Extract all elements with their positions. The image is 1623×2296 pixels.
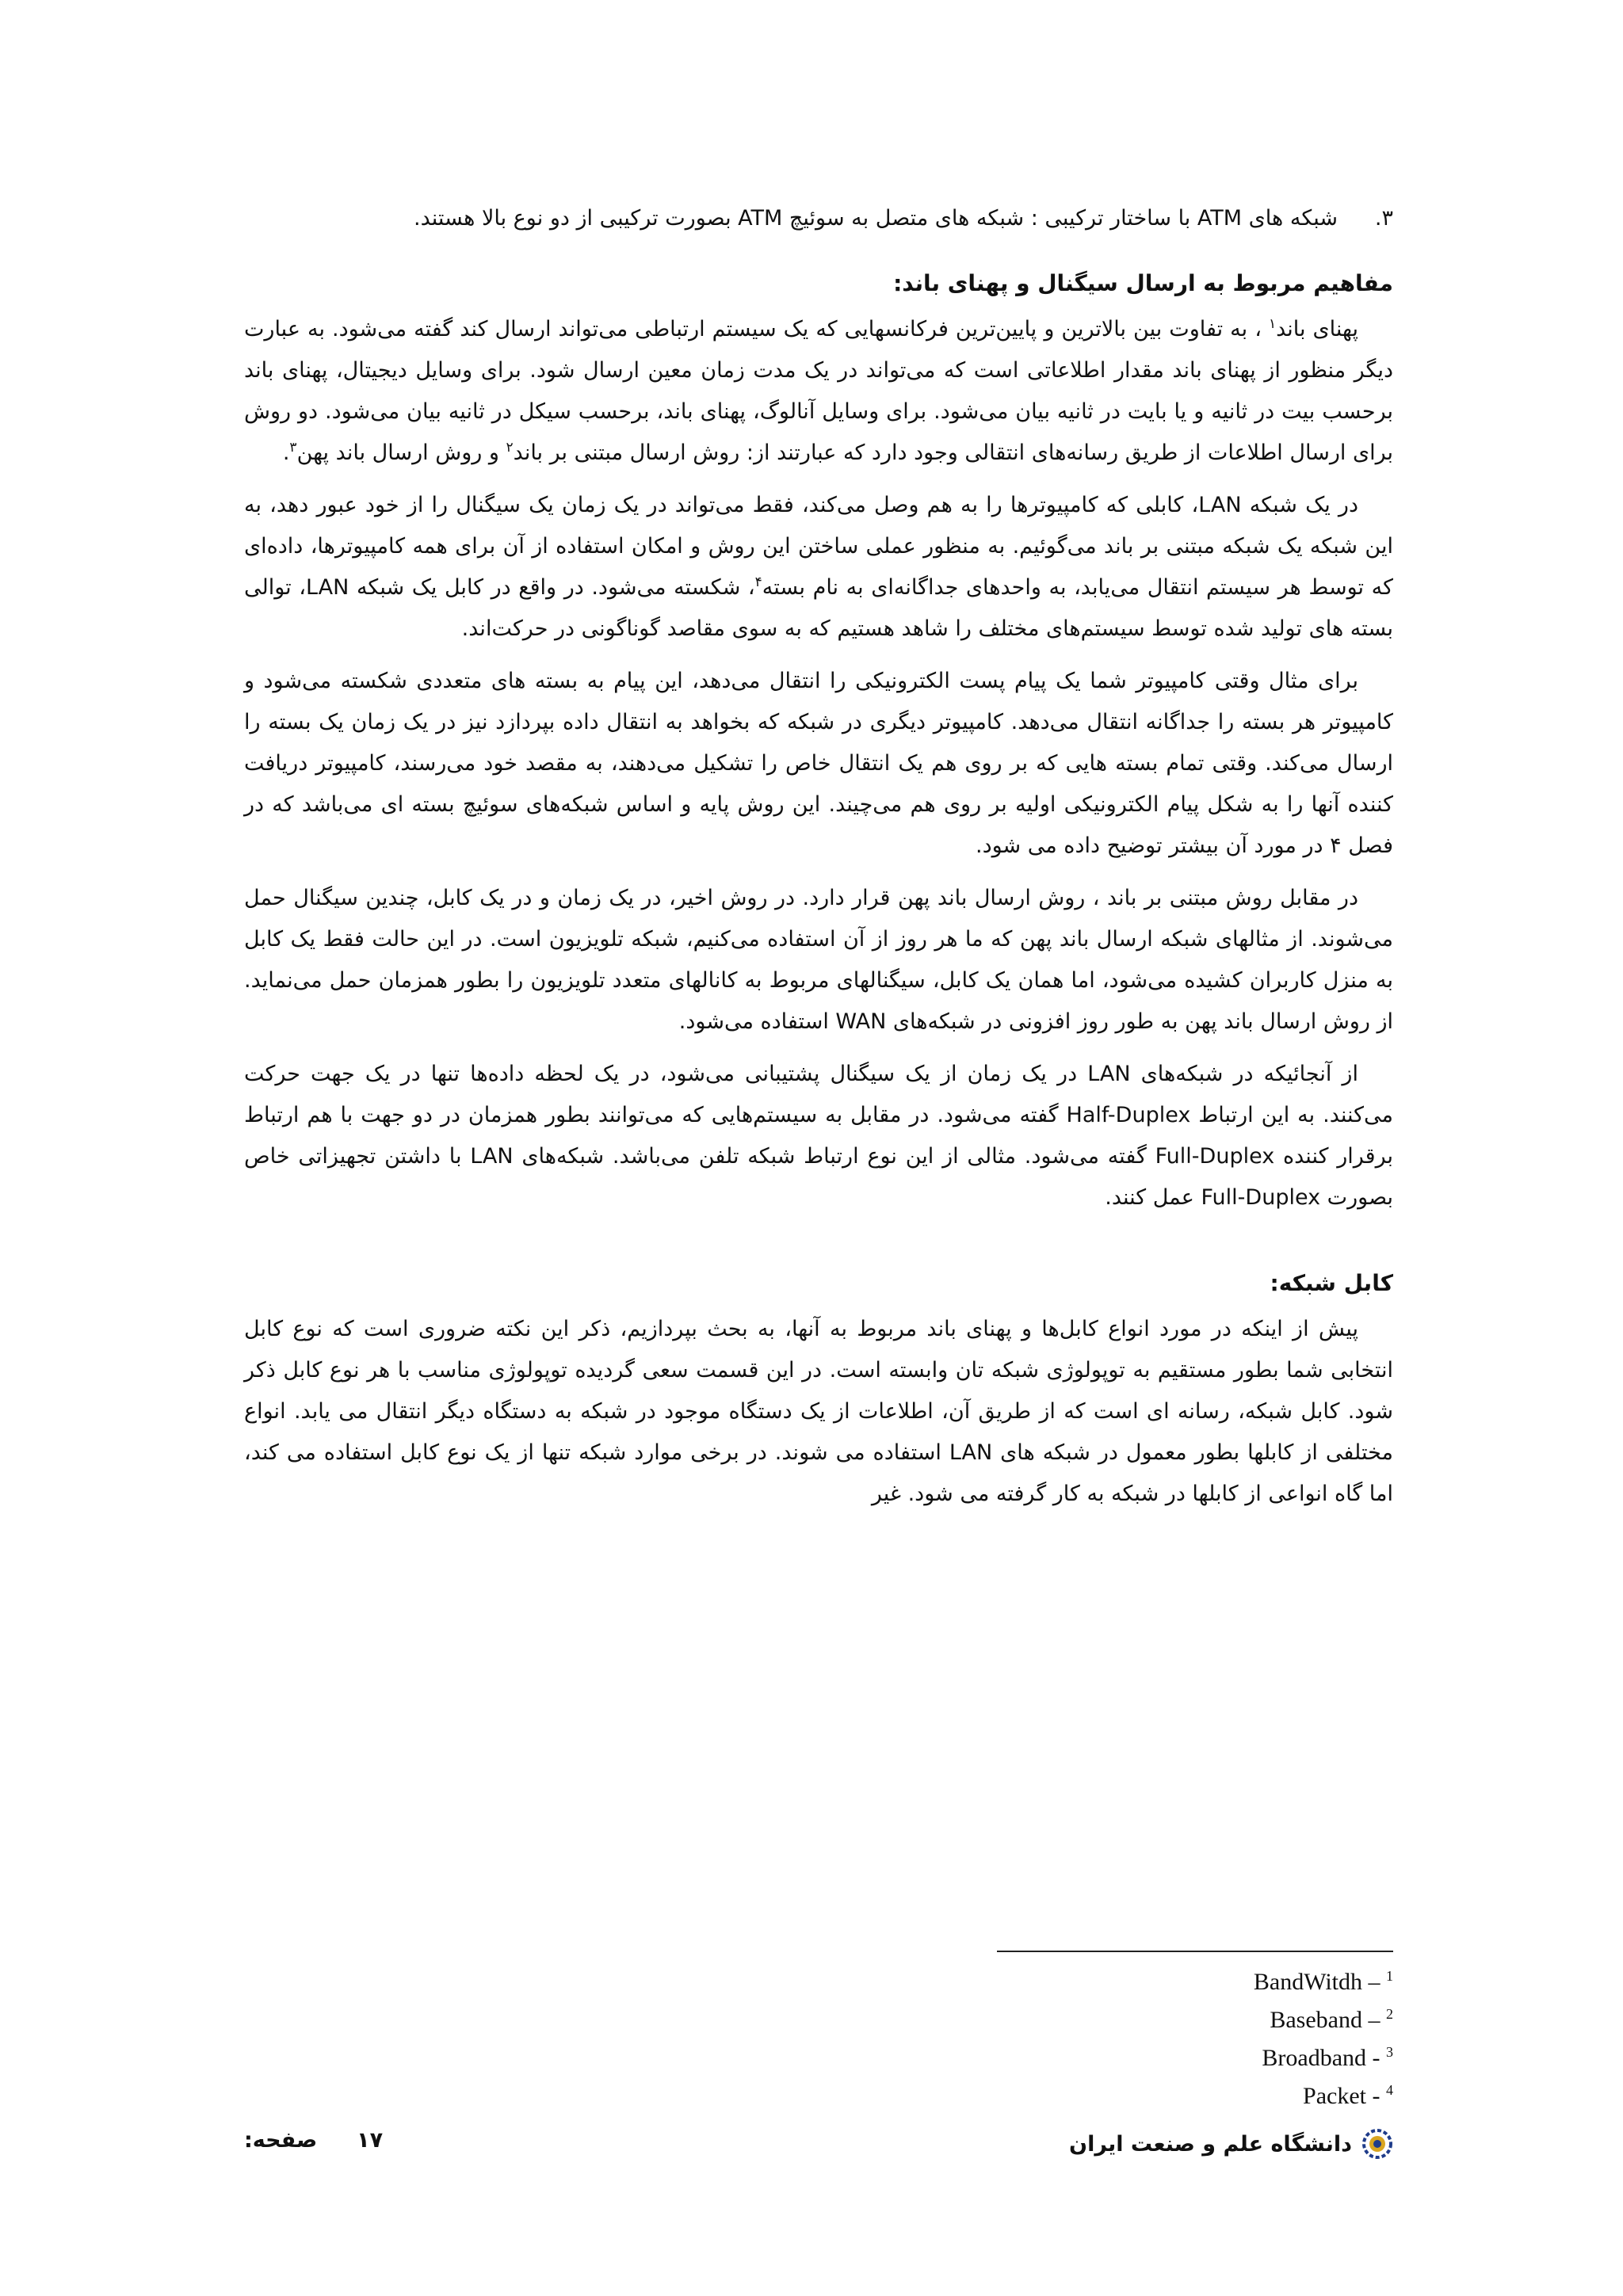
text-run: پهنای باند (1276, 317, 1358, 341)
footer-page-info (244, 2128, 383, 2153)
university-logo-icon (1361, 2128, 1393, 2160)
footnote-3 (997, 2039, 1393, 2077)
paragraph-broadband: در مقابل روش مبتنی بر باند ، روش ارسال باند پهن قرار دارد. در روش اخیر، در یک زمان و در یک کابل، چندین سیگنال حمل می‌شوند. از مثالهای شبکه ارسال باند پهن که ما هر روز از آن استفاده می‌کنیم، شبکه تلویزیون است. در این حالت فقط یک کابل به منزل کاربران کشیده می‌شود، اما همان یک کابل، سیگنالهای مربوط به کانالهای متعدد تلویزیون را بطور همزمان حمل می‌نماید. از روش ارسال باند پهن به طور روز افزونی در شبکه‌های WAN استفاده می‌شود. (244, 886, 1393, 1034)
paragraph-cable-intro: پیش از اینکه در مورد انواع کابل‌ها و پهنای باند مربوط به آنها، به بحث بپردازیم، ذکر این نکته ضروری است که نوع کابل انتخابی شما بطور مستقیم به توپولوژی شبکه تان وابسته است. در این قسمت سعی گردیده توپولوژی مناسب با هر نوع کابل ذکر شود. کابل شبکه، رسانه ای است که از طریق آن، اطلاعات از یک دستگاه موجود در شبکه به دستگاه دیگر انتقال می یابد. انواع مختلفی از کابلها بطور معمول در شبکه های LAN استفاده می شوند. در برخی موارد شبکه تنها از یک نوع کابل استفاده می کند، اما گاه انواعی از کابلها در شبکه به کار گرفته می شود. غیر (244, 1317, 1393, 1506)
paragraph-bandwidth-definition (244, 309, 1393, 474)
footnote-text: Broadband - (1262, 2045, 1386, 2071)
footnote-1 (997, 1963, 1393, 2001)
footnote-number: 2 (1386, 2006, 1393, 2022)
footnote-2 (997, 2001, 1393, 2039)
footnote-number: 4 (1386, 2082, 1393, 2098)
footnote-text: BandWitdh – (1253, 1969, 1386, 1995)
heading-bandwidth: مفاهیم مربوط به ارسال سیگنال و پهنای باند: (893, 270, 1393, 296)
footnote-4 (997, 2077, 1393, 2115)
footnote-ref-1[interactable]: ۱ (1268, 316, 1277, 332)
text-run: در یک شبکه LAN، کابلی که کامپیوترها را به هم وصل می‌کند، فقط می‌تواند در یک زمان یک سیگنال را از خود عبور دهد، به این شبکه یک شبکه مبتنی بر باند می‌گوئیم. به منظور عملی ساختن این روش و امکان استفاده از آن برای همه کامپیوترها، داده‌ای که توسط هر سیستم انتقال می‌یابد، به واحدهای جداگانه‌ای به نام بسته (244, 493, 1393, 600)
footnote-divider (997, 1951, 1393, 1952)
footnote-text: Packet - (1303, 2083, 1386, 2109)
list-item-3 (244, 198, 1393, 239)
paragraph-email-example: برای مثال وقتی کامپیوتر شما یک پیام پست الکترونیکی را انتقال می‌دهد، این پیام به بسته های متعددی شکسته می‌شود و کامپیوتر هر بسته را جداگانه انتقال می‌دهد. کامپیوتر دیگری در شبکه که بخواهد به انتقال داده بپردازد نیز در یک زمان یک بسته را ارسال می‌کند. وقتی تمام بسته هایی که بر روی هم یک انتقال خاص را تشکیل می‌دهند، به مقصد خود می‌رسند، کامپیوتر دریافت کننده آنها را به شکل پیام الکترونیکی اولیه بر روی هم می‌چیند. این روش پایه و اساس شبکه‌های سوئیچ بسته ای می‌باشد که در فصل ۴ در مورد آن بیشتر توضیح داده می شود. (244, 669, 1393, 858)
footnote-ref-4[interactable]: ۴ (754, 574, 762, 590)
footnote-ref-2[interactable]: ۲ (506, 440, 514, 456)
text-run: ، به تفاوت بین بالاترین و پایین‌ترین فرکانسهایی که یک سیستم ارتباطی می‌تواند ارسال کند گفته می‌شود. به عبارت دیگر منظور از پهنای باند مقدار اطلاعاتی است که می‌تواند در یک مدت زمان معین ارسال شود. برای وسایل دیجیتال، پهنای باند برحسب بیت در ثانیه و یا بایت در ثانیه بیان می‌شود. برای وسایل آنالوگ، پهنای باند، برحسب سیکل در ثانیه بیان می‌شود. دو روش برای ارسال اطلاعات از طریق رسانه‌های انتقالی وجود دارد که عبارتند از: روش ارسال مبتنی بر باند (244, 317, 1393, 465)
footnote-number: 1 (1386, 1968, 1393, 1984)
list-number: ۳. (1374, 206, 1393, 231)
paragraph-baseband-lan (244, 485, 1393, 650)
page-label: صفحه: (244, 2128, 318, 2153)
page-body (244, 198, 1393, 1526)
paragraph-duplex: از آنجائیکه در شبکه‌های LAN در یک زمان از یک سیگنال پشتیبانی می‌شود، در یک لحظه داده‌ها تنها در یک جهت حرکت می‌کنند. به این ارتباط Half-Duplex گفته می‌شود. در مقابل به سیستم‌هایی که می‌توانند بطور همزمان در دو جهت با هم ارتباط برقرار کننده Full-Duplex گفته می‌شود. مثالی از این نوع ارتباط شبکه تلفن می‌باشد. شبکه‌های LAN با داشتن تجهیزاتی خاص بصورت Full-Duplex عمل کنند. (244, 1062, 1393, 1210)
text-run: ، شکسته می‌شود. در واقع در کابل یک شبکه LAN، توالی بسته های تولید شده توسط سیستم‌های مختلف را شاهد هستیم که به سوی مقاصد گوناگونی در حرکت‌اند. (244, 575, 1393, 641)
footnote-ref-3[interactable]: ۳ (289, 440, 297, 456)
footnote-number: 3 (1386, 2044, 1393, 2060)
heading-network-cable: کابل شبکه: (1270, 1270, 1393, 1296)
footer-university (1069, 2128, 1393, 2160)
footnote-text: Baseband – (1270, 2007, 1386, 2033)
university-name: دانشگاه علم و صنعت ایران (1069, 2131, 1352, 2157)
page-number: ۱۷ (357, 2128, 384, 2153)
text-run: . (282, 441, 290, 465)
text-run: و روش ارسال باند پهن (296, 441, 506, 465)
list-text: شبکه های ATM با ساختار ترکیبی : شبکه های متصل به سوئیچ ATM بصورت ترکیبی از دو نوع بالا هستند. (414, 206, 1338, 231)
footnotes (997, 1963, 1393, 2115)
page-footer (244, 2128, 1393, 2168)
